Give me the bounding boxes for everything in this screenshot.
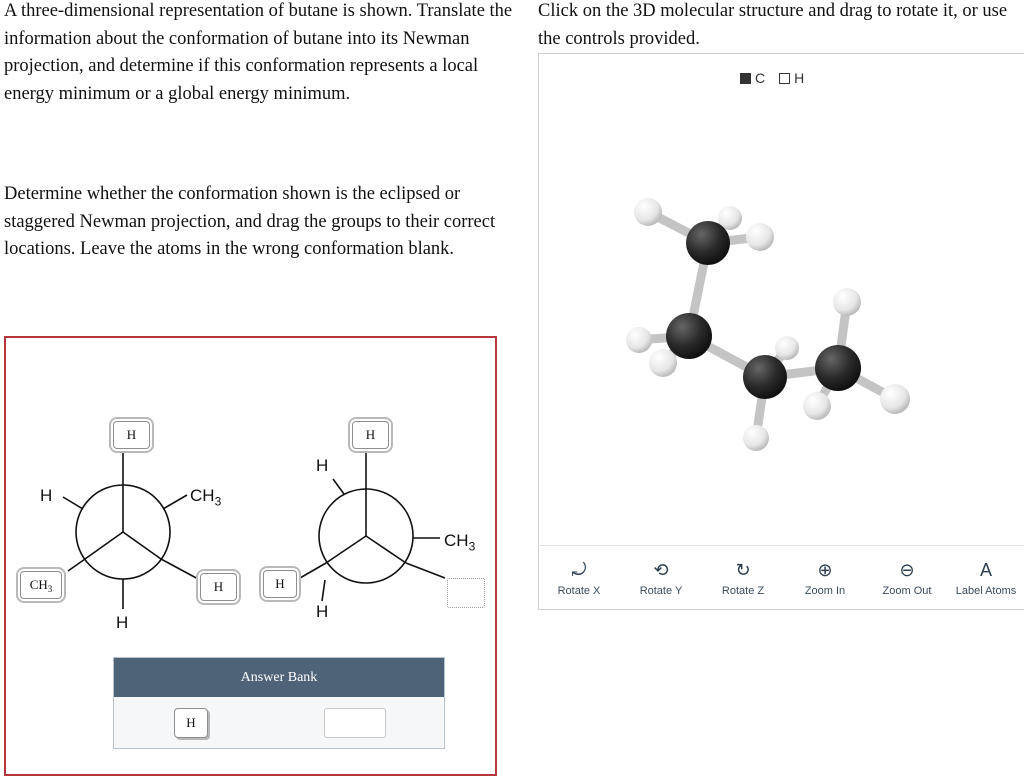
zoom-out-icon: ⊖ [899,560,915,580]
label-atoms-button[interactable]: A Label Atoms [948,546,1024,597]
right-back-bond-bottom [322,580,325,601]
atom-h5 [649,349,677,377]
left-label-right: $CH_3$ [190,486,222,509]
atom-c1 [686,221,730,265]
answer-bank-item-h[interactable]: H [174,708,208,738]
atom-c4 [815,345,861,391]
viewer-controls [538,545,1024,610]
right-tile-left[interactable]: H [263,570,297,598]
atom-h7 [743,425,769,451]
right-label-right: $CH_3$ [444,531,476,554]
answer-bank-empty-slot [324,708,386,738]
left-back-bond-upper-left [63,497,83,509]
right-back-bond-top-left [333,479,344,494]
newman-projections [0,0,520,761]
question-instruction: Determine whether the conformation shown is the eclipsed or staggered Newman projection, and drag the groups to their correct locations. Leave the atoms in the wrong conformation blank. [4,184,496,260]
left-tile-lower-left[interactable]: CH 3 [20,571,62,599]
right-front-bond-lower-right [366,536,406,563]
atom-h4 [626,327,652,353]
atom-h10 [880,384,910,414]
viewer-prompt: Click on the 3D molecular structure and drag to rotate it, or use the controls provided. [538,1,1008,49]
legend-carbon: C [740,70,765,86]
right-back-bond-left-ext [300,563,326,578]
left-label-bottom: H [116,613,129,632]
left-front-bond-lower-right [123,532,161,559]
zoom-out-button[interactable]: ⊖ Zoom Out [866,546,948,597]
right-tile-top[interactable]: H [352,421,389,449]
atom-legend [740,70,804,86]
zoom-in-icon: ⊕ [817,560,833,580]
rotate-z-icon: ↻ [735,560,751,580]
legend-hydrogen: H [779,70,804,86]
butane-3d-model[interactable] [538,150,1024,480]
answer-bank-title: Answer Bank [114,658,444,697]
left-back-bond-upper-right [163,495,187,509]
right-label-bottom: H [316,602,329,621]
left-back-bond-lower-right-ext [161,559,200,580]
atom-h9 [803,392,831,420]
atom-h3 [746,223,774,251]
right-label-top-left: H [316,456,329,475]
rotate-y-button[interactable]: ⟲ Rotate Y [620,546,702,597]
atom-h1 [634,198,662,226]
label-atoms-icon: A [979,560,992,580]
right-front-bond-lower-left [326,536,366,563]
question-intro: A three-dimensional representation of butane is shown. Translate the information about the conformation of butane into its Newman projection, and determine if this conformation represents a local energy minimum or a global energy minimum. [4,1,513,104]
rotate-x-button[interactable]: ⤾ Rotate X [538,546,620,597]
rotate-y-icon: ⟲ [653,560,669,580]
left-front-bond-lower-left [85,532,123,559]
atom-h6 [775,336,799,360]
answer-bank [113,657,445,749]
left-tile-lower-right[interactable]: H [200,573,237,601]
zoom-in-button[interactable]: ⊕ Zoom In [784,546,866,597]
atom-c3 [743,355,787,399]
rotate-x-icon: ⤾ [571,560,587,580]
right-back-bond-lower-right-ext [406,563,445,578]
left-label-upper-left: H [40,486,53,505]
left-tile-top[interactable]: H [113,421,150,449]
empty-drop-zone[interactable] [447,578,485,608]
atom-c2 [666,313,712,359]
atom-h8 [833,288,861,316]
left-back-bond-lower-left-ext [68,559,85,571]
rotate-z-button[interactable]: ↻ Rotate Z [702,546,784,597]
